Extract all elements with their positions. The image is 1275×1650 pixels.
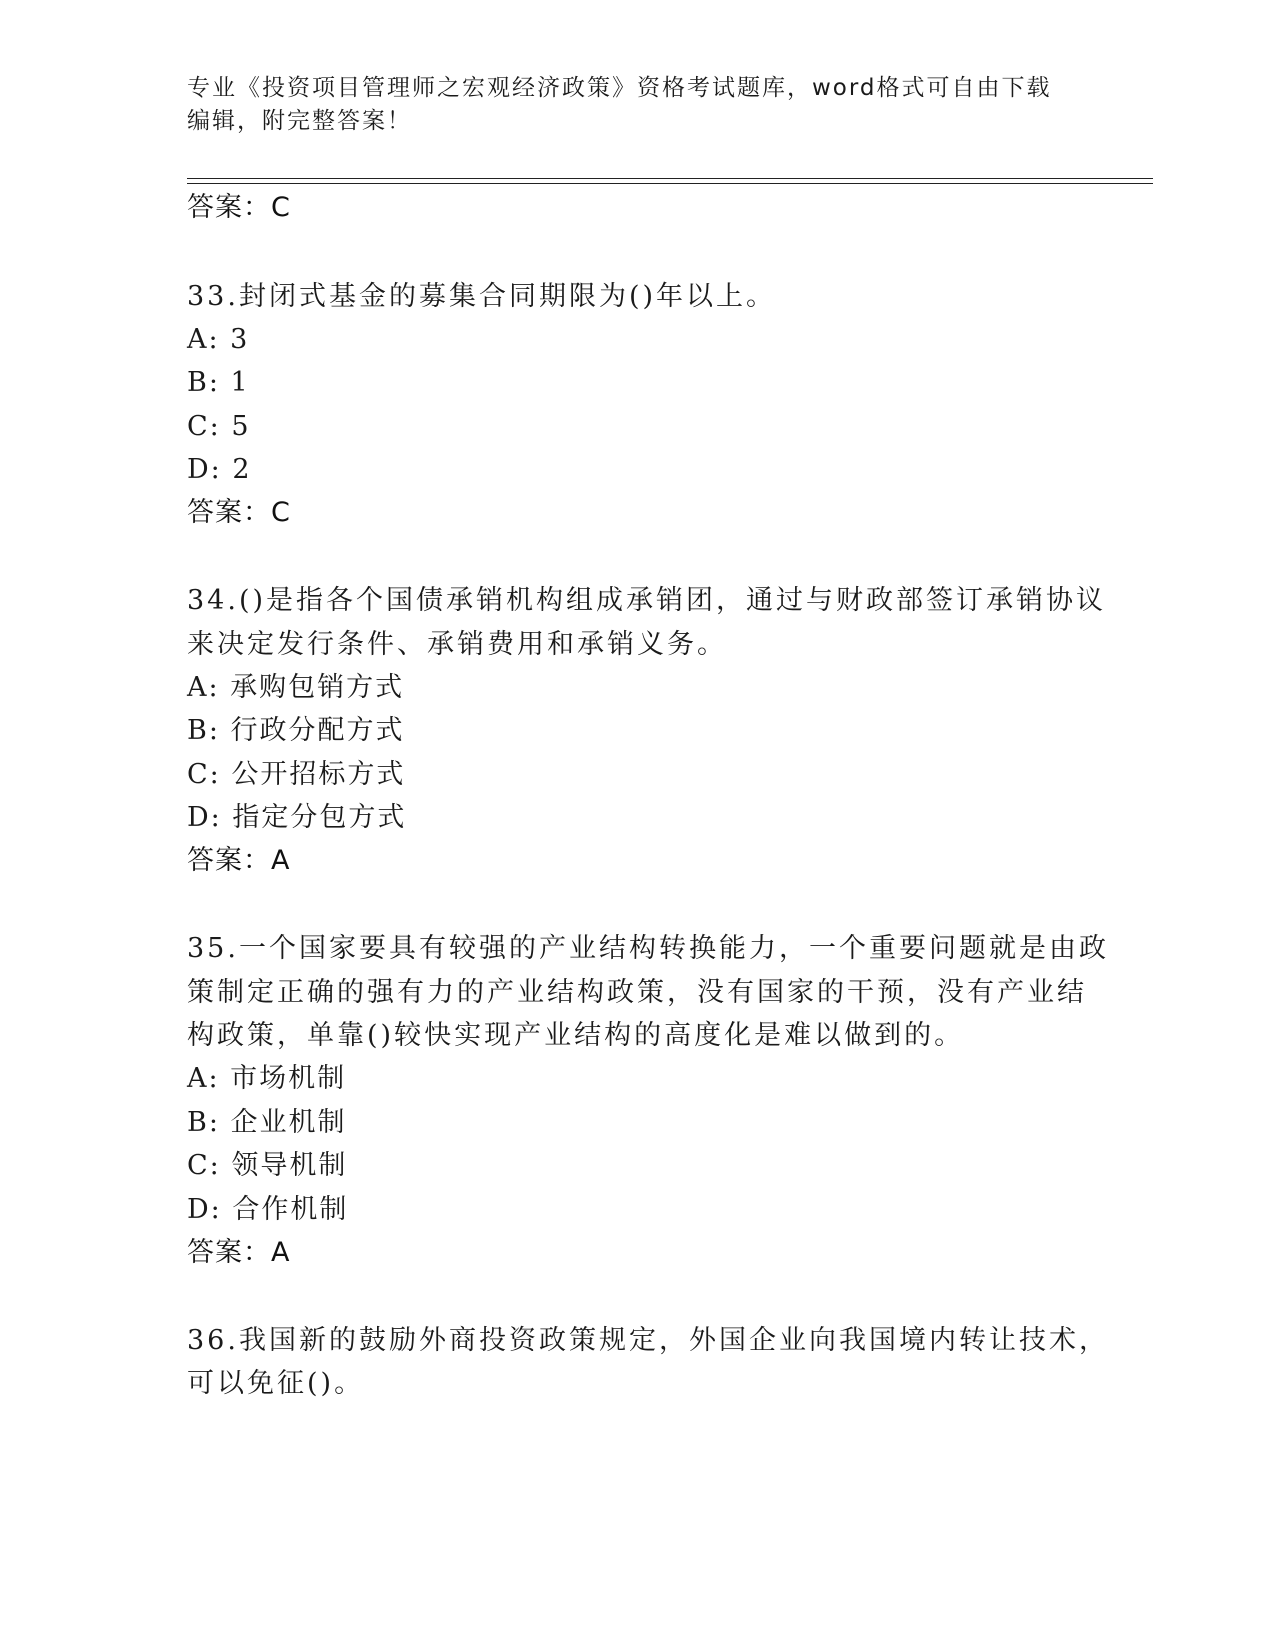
question-33-option-c: C: 5 xyxy=(187,411,251,442)
question-35-text-line-3: 构政策，单靠()较快实现产业结构的高度化是难以做到的。 xyxy=(187,1020,965,1051)
question-35-option-b: B: 企业机制 xyxy=(187,1107,347,1138)
document-header: 专业《投资项目管理师之宏观经济政策》资格考试题库，word格式可自由下载编辑，附完整答案！ xyxy=(187,75,1052,134)
question-34-option-d: D: 指定分包方式 xyxy=(187,802,407,833)
question-33-text: 33.封闭式基金的募集合同期限为()年以上。 xyxy=(187,281,777,312)
question-33-option-d: D: 2 xyxy=(187,454,252,485)
header-divider-secondary xyxy=(187,183,1153,184)
question-33-option-a: A: 3 xyxy=(187,324,250,355)
question-33-option-b: B: 1 xyxy=(187,367,250,398)
question-35-text-line-1: 35.一个国家要具有较强的产业结构转换能力，一个重要问题就是由政 xyxy=(187,933,1109,964)
question-34-option-b: B: 行政分配方式 xyxy=(187,715,405,746)
question-35-text-line-2: 策制定正确的强有力的产业结构政策，没有国家的干预，没有产业结 xyxy=(187,977,1087,1008)
answer-line: 答案：C xyxy=(187,192,291,223)
question-34-answer: 答案：A xyxy=(187,845,291,876)
question-35-option-a: A: 市场机制 xyxy=(187,1063,347,1094)
question-36-text-line-2: 可以免征()。 xyxy=(187,1368,365,1399)
question-35-answer: 答案：A xyxy=(187,1237,291,1268)
question-35-option-d: D: 合作机制 xyxy=(187,1194,349,1225)
question-34-option-c: C: 公开招标方式 xyxy=(187,759,406,790)
question-34-text-line-1: 34.()是指各个国债承销机构组成承销团，通过与财政部签订承销协议 xyxy=(187,585,1107,616)
question-34-option-a: A: 承购包销方式 xyxy=(187,672,405,703)
question-35-option-c: C: 领导机制 xyxy=(187,1150,348,1181)
header-divider xyxy=(187,178,1153,179)
question-34-text-line-2: 来决定发行条件、承销费用和承销义务。 xyxy=(187,629,727,660)
question-33-answer: 答案：C xyxy=(187,497,291,528)
question-36-text-line-1: 36.我国新的鼓励外商投资政策规定，外国企业向我国境内转让技术， xyxy=(187,1325,1109,1356)
